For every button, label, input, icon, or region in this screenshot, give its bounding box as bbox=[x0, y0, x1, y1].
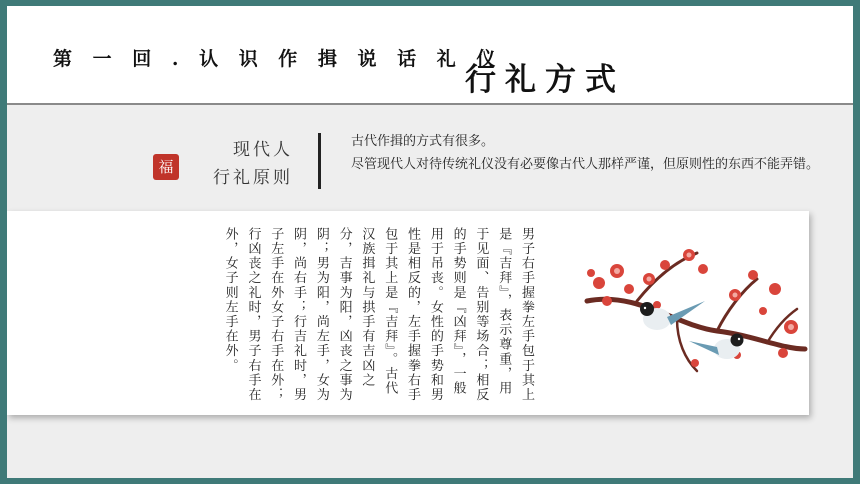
plum-blossom-illustration bbox=[577, 231, 809, 381]
chapter-title: 第 一 回 . 认 识 作 揖 说 话 礼 仪 bbox=[53, 48, 503, 70]
content-card bbox=[7, 211, 809, 415]
fu-seal-icon: 福 bbox=[153, 154, 179, 180]
section-heading-line1: 现代人 bbox=[233, 140, 293, 160]
section-heading-line2: 行礼原则 bbox=[213, 168, 293, 188]
intro-text bbox=[351, 130, 821, 176]
header-band bbox=[7, 6, 853, 103]
bird-icon bbox=[689, 334, 744, 360]
vertical-divider bbox=[318, 133, 321, 189]
intro-line-1: 古代作揖的方式有很多。 bbox=[351, 134, 495, 149]
vertical-body-text: 男子右手握拳左手包于其上是『吉拜』，表示尊重，用于见面、告别等场合；相反的手势则是『凶拜』，一般用于吊丧。女性的手势和男性是相反的，左手握拳右手包于其上是『吉拜』。古代汉族揖礼与拱手有吉凶之分，吉事为阳，凶丧之事为阴；男为阳，尚左手，女为阴，尚右手；行吉礼时，男子左手在外女子右手在外；行凶丧之礼时，男子右手在外，女子则左手在外。 bbox=[222, 227, 534, 403]
page-title: 行礼方式 bbox=[465, 62, 625, 98]
intro-line-2: 尽管现代人对待传统礼仪没有必要像古代人那样严谨，但原则性的东西不能弄错。 bbox=[351, 157, 820, 172]
slide bbox=[7, 6, 853, 478]
